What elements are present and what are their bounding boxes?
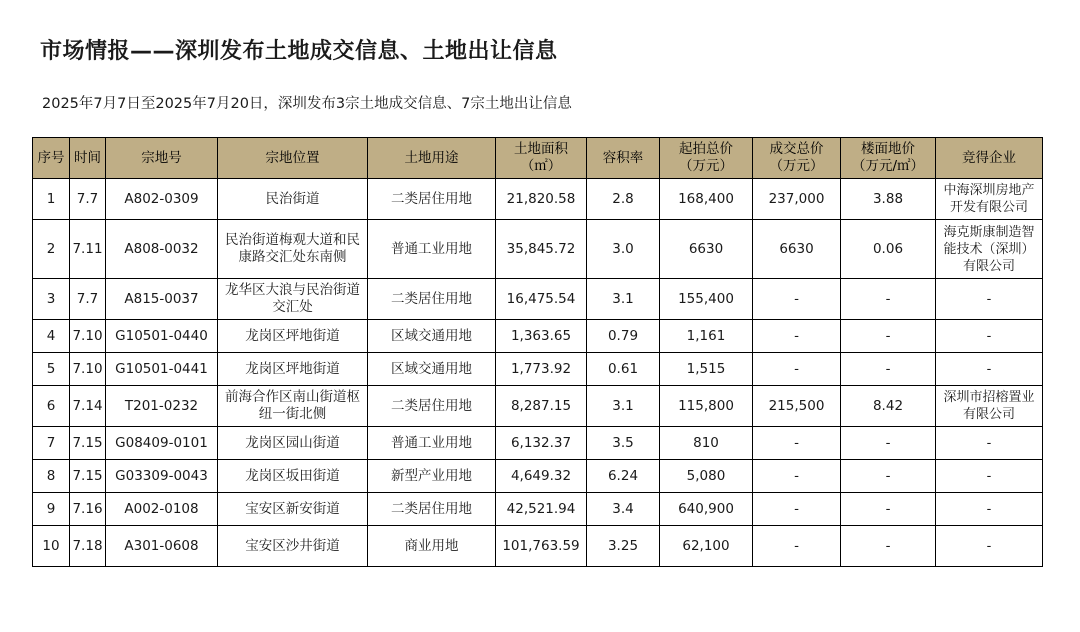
cell-floor-price: - bbox=[841, 493, 936, 526]
header-floor-price: 楼面地价 （万元/㎡） bbox=[841, 138, 936, 179]
table-row bbox=[33, 526, 1043, 567]
cell-floor-price: 0.06 bbox=[841, 220, 936, 279]
cell-location: 龙岗区坪地街道 bbox=[218, 320, 368, 353]
cell-parcel-no: A815-0037 bbox=[106, 279, 218, 320]
cell-plot-ratio: 3.0 bbox=[587, 220, 660, 279]
cell-location: 龙岗区坂田街道 bbox=[218, 460, 368, 493]
table-header-row bbox=[33, 138, 1043, 179]
cell-floor-price: - bbox=[841, 320, 936, 353]
cell-deal-price: - bbox=[753, 460, 841, 493]
cell-land-use: 二类居住用地 bbox=[368, 386, 496, 427]
cell-winner: - bbox=[936, 493, 1043, 526]
cell-location: 民治街道 bbox=[218, 179, 368, 220]
cell-area: 6,132.37 bbox=[496, 427, 587, 460]
cell-index: 4 bbox=[33, 320, 70, 353]
cell-parcel-no: G08409-0101 bbox=[106, 427, 218, 460]
cell-plot-ratio: 0.61 bbox=[587, 353, 660, 386]
cell-date: 7.18 bbox=[70, 526, 106, 567]
cell-winner: - bbox=[936, 279, 1043, 320]
cell-start-price: 115,800 bbox=[660, 386, 753, 427]
cell-land-use: 商业用地 bbox=[368, 526, 496, 567]
cell-deal-price: - bbox=[753, 320, 841, 353]
cell-start-price: 1,515 bbox=[660, 353, 753, 386]
cell-deal-price: - bbox=[753, 353, 841, 386]
cell-date: 7.16 bbox=[70, 493, 106, 526]
cell-start-price: 6630 bbox=[660, 220, 753, 279]
header-location: 宗地位置 bbox=[218, 138, 368, 179]
cell-parcel-no: G03309-0043 bbox=[106, 460, 218, 493]
table-row bbox=[33, 460, 1043, 493]
cell-index: 8 bbox=[33, 460, 70, 493]
cell-location: 龙岗区园山街道 bbox=[218, 427, 368, 460]
cell-floor-price: - bbox=[841, 353, 936, 386]
cell-date: 7.7 bbox=[70, 179, 106, 220]
cell-index: 5 bbox=[33, 353, 70, 386]
cell-deal-price: 237,000 bbox=[753, 179, 841, 220]
cell-area: 21,820.58 bbox=[496, 179, 587, 220]
cell-land-use: 普通工业用地 bbox=[368, 220, 496, 279]
cell-index: 9 bbox=[33, 493, 70, 526]
cell-area: 16,475.54 bbox=[496, 279, 587, 320]
cell-plot-ratio: 3.1 bbox=[587, 279, 660, 320]
cell-plot-ratio: 3.25 bbox=[587, 526, 660, 567]
cell-start-price: 168,400 bbox=[660, 179, 753, 220]
cell-deal-price: - bbox=[753, 493, 841, 526]
cell-plot-ratio: 3.4 bbox=[587, 493, 660, 526]
cell-date: 7.10 bbox=[70, 320, 106, 353]
cell-area: 1,773.92 bbox=[496, 353, 587, 386]
table-row bbox=[33, 386, 1043, 427]
cell-area: 42,521.94 bbox=[496, 493, 587, 526]
cell-land-use: 普通工业用地 bbox=[368, 427, 496, 460]
cell-land-use: 新型产业用地 bbox=[368, 460, 496, 493]
cell-date: 7.10 bbox=[70, 353, 106, 386]
cell-parcel-no: A808-0032 bbox=[106, 220, 218, 279]
table-row bbox=[33, 320, 1043, 353]
cell-floor-price: 3.88 bbox=[841, 179, 936, 220]
cell-deal-price: 215,500 bbox=[753, 386, 841, 427]
cell-index: 1 bbox=[33, 179, 70, 220]
cell-floor-price: - bbox=[841, 460, 936, 493]
cell-deal-price: - bbox=[753, 427, 841, 460]
cell-floor-price: 8.42 bbox=[841, 386, 936, 427]
cell-date: 7.15 bbox=[70, 427, 106, 460]
header-deal-price: 成交总价 （万元） bbox=[753, 138, 841, 179]
cell-plot-ratio: 0.79 bbox=[587, 320, 660, 353]
header-winner: 竞得企业 bbox=[936, 138, 1043, 179]
header-area: 土地面积 （㎡） bbox=[496, 138, 587, 179]
cell-location: 龙华区大浪与民治街道交汇处 bbox=[218, 279, 368, 320]
cell-floor-price: - bbox=[841, 526, 936, 567]
cell-location: 龙岗区坪地街道 bbox=[218, 353, 368, 386]
cell-parcel-no: T201-0232 bbox=[106, 386, 218, 427]
cell-index: 7 bbox=[33, 427, 70, 460]
cell-date: 7.15 bbox=[70, 460, 106, 493]
cell-plot-ratio: 3.1 bbox=[587, 386, 660, 427]
cell-plot-ratio: 3.5 bbox=[587, 427, 660, 460]
cell-winner: - bbox=[936, 526, 1043, 567]
cell-parcel-no: G10501-0440 bbox=[106, 320, 218, 353]
cell-start-price: 155,400 bbox=[660, 279, 753, 320]
cell-area: 4,649.32 bbox=[496, 460, 587, 493]
cell-winner: - bbox=[936, 427, 1043, 460]
page-subtitle: 2025年7月7日至2025年7月20日，深圳发布3宗土地成交信息、7宗土地出让信息 bbox=[42, 96, 572, 112]
cell-land-use: 区域交通用地 bbox=[368, 353, 496, 386]
header-start-price: 起拍总价 （万元） bbox=[660, 138, 753, 179]
cell-deal-price: 6630 bbox=[753, 220, 841, 279]
cell-date: 7.7 bbox=[70, 279, 106, 320]
cell-plot-ratio: 6.24 bbox=[587, 460, 660, 493]
cell-area: 101,763.59 bbox=[496, 526, 587, 567]
cell-start-price: 810 bbox=[660, 427, 753, 460]
cell-location: 宝安区沙井街道 bbox=[218, 526, 368, 567]
cell-winner: - bbox=[936, 320, 1043, 353]
cell-location: 民治街道梅观大道和民康路交汇处东南侧 bbox=[218, 220, 368, 279]
header-land-use: 土地用途 bbox=[368, 138, 496, 179]
cell-area: 35,845.72 bbox=[496, 220, 587, 279]
cell-winner: - bbox=[936, 460, 1043, 493]
cell-area: 8,287.15 bbox=[496, 386, 587, 427]
cell-plot-ratio: 2.8 bbox=[587, 179, 660, 220]
cell-start-price: 1,161 bbox=[660, 320, 753, 353]
cell-floor-price: - bbox=[841, 279, 936, 320]
cell-start-price: 640,900 bbox=[660, 493, 753, 526]
cell-start-price: 62,100 bbox=[660, 526, 753, 567]
table-row bbox=[33, 493, 1043, 526]
cell-parcel-no: G10501-0441 bbox=[106, 353, 218, 386]
cell-index: 6 bbox=[33, 386, 70, 427]
cell-winner: 海克斯康制造智能技术（深圳）有限公司 bbox=[936, 220, 1043, 279]
header-date: 时间 bbox=[70, 138, 106, 179]
land-info-table bbox=[32, 137, 1043, 567]
cell-land-use: 二类居住用地 bbox=[368, 179, 496, 220]
cell-area: 1,363.65 bbox=[496, 320, 587, 353]
header-plot-ratio: 容积率 bbox=[587, 138, 660, 179]
cell-land-use: 二类居住用地 bbox=[368, 279, 496, 320]
cell-deal-price: - bbox=[753, 526, 841, 567]
cell-land-use: 区域交通用地 bbox=[368, 320, 496, 353]
cell-parcel-no: A301-0608 bbox=[106, 526, 218, 567]
cell-index: 3 bbox=[33, 279, 70, 320]
cell-winner: - bbox=[936, 353, 1043, 386]
header-parcel-no: 宗地号 bbox=[106, 138, 218, 179]
header-index: 序号 bbox=[33, 138, 70, 179]
cell-date: 7.11 bbox=[70, 220, 106, 279]
cell-winner: 深圳市招榕置业有限公司 bbox=[936, 386, 1043, 427]
cell-index: 10 bbox=[33, 526, 70, 567]
page-title: 市场情报——深圳发布土地成交信息、土地出让信息 bbox=[40, 39, 558, 64]
cell-start-price: 5,080 bbox=[660, 460, 753, 493]
cell-index: 2 bbox=[33, 220, 70, 279]
cell-location: 宝安区新安街道 bbox=[218, 493, 368, 526]
cell-parcel-no: A002-0108 bbox=[106, 493, 218, 526]
table-row bbox=[33, 279, 1043, 320]
cell-land-use: 二类居住用地 bbox=[368, 493, 496, 526]
cell-date: 7.14 bbox=[70, 386, 106, 427]
cell-deal-price: - bbox=[753, 279, 841, 320]
table-row bbox=[33, 427, 1043, 460]
table-row bbox=[33, 353, 1043, 386]
cell-winner: 中海深圳房地产开发有限公司 bbox=[936, 179, 1043, 220]
table-row bbox=[33, 179, 1043, 220]
cell-floor-price: - bbox=[841, 427, 936, 460]
table-row bbox=[33, 220, 1043, 279]
cell-location: 前海合作区南山街道枢纽一街北侧 bbox=[218, 386, 368, 427]
cell-parcel-no: A802-0309 bbox=[106, 179, 218, 220]
